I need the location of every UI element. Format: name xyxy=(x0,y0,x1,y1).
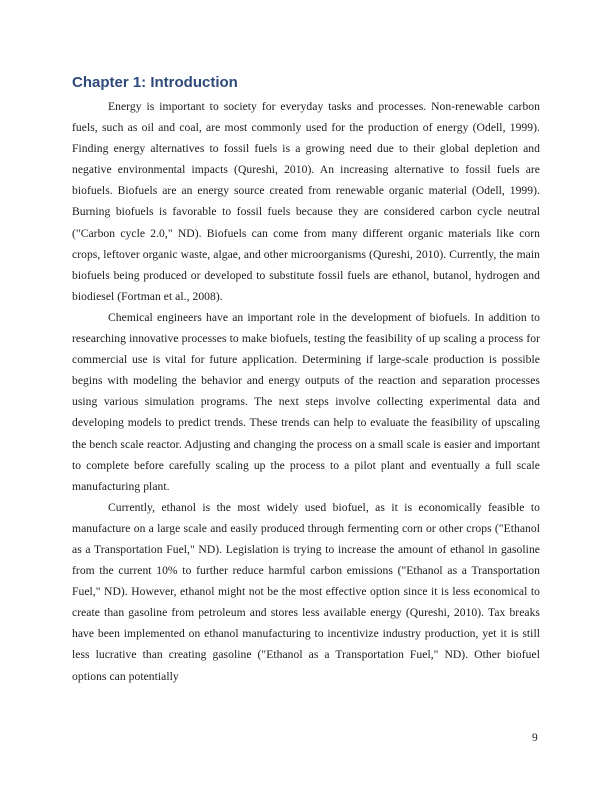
document-page xyxy=(72,72,540,687)
paragraph-ethanol: Currently, ethanol is the most widely used biofuel, as it is economically feasible to manufacture on a large scale and easily produced through fermenting corn or other crops ("Ethanol as a Transportation Fuel," ND). Legislation is trying to increase the amount of ethanol in gasoline from the current 10% to further reduce harmful carbon emissions ("Ethanol as a Transportation Fuel," ND). However, ethanol might not be the most effective option since it is less economical to create than gasoline from petroleum and stores less available energy (Qureshi, 2010). Tax breaks have been implemented on ethanol manufacturing to incentivize industry production, yet it is still less lucrative than creating gasoline ("Ethanol as a Transportation Fuel," ND). Other biofuel options can potentially xyxy=(72,500,540,683)
paragraph-chemical-engineers: Chemical engineers have an important role in the development of biofuels. In addition to researching innovative processes to make biofuels, testing the feasibility of up scaling a process for commercial use is vital for future application. Determining if large-scale production is possible begins with modeling the behavior and energy outputs of the reaction and separation processes using various simulation programs. The next steps involve collecting experimental data and developing models to predict trends. These trends can help to evaluate the feasibility of upscaling the bench scale reactor. Adjusting and changing the process on a small scale is easier and important to complete before carefully scaling up the process to a pilot plant and eventually a full scale manufacturing plant. xyxy=(72,310,540,493)
chapter-title: Chapter 1: Introduction xyxy=(72,74,238,91)
page-number: 9 xyxy=(532,732,538,744)
paragraph-energy-introduction: Energy is important to society for everyday tasks and processes. Non-renewable carbon fuels, such as oil and coal, are most commonly used for the production of energy (Odell, 1999). Finding energy alternatives to fossil fuels is a growing need due to their global depletion and negative environmental impacts (Qureshi, 2010). An increasing alternative to fossil fuels are biofuels. Biofuels are an energy source created from renewable organic material (Odell, 1999). Burning biofuels is favorable to fossil fuels because they are considered carbon cycle neutral ("Carbon cycle 2.0," ND). Biofuels can come from many different organic materials like corn crops, leftover organic waste, algae, and other microorganisms (Qureshi, 2010). Currently, the main biofuels being produced or developed to substitute fossil fuels are ethanol, butanol, hydrogen and biodiesel (Fortman et al., 2008). xyxy=(72,100,540,303)
